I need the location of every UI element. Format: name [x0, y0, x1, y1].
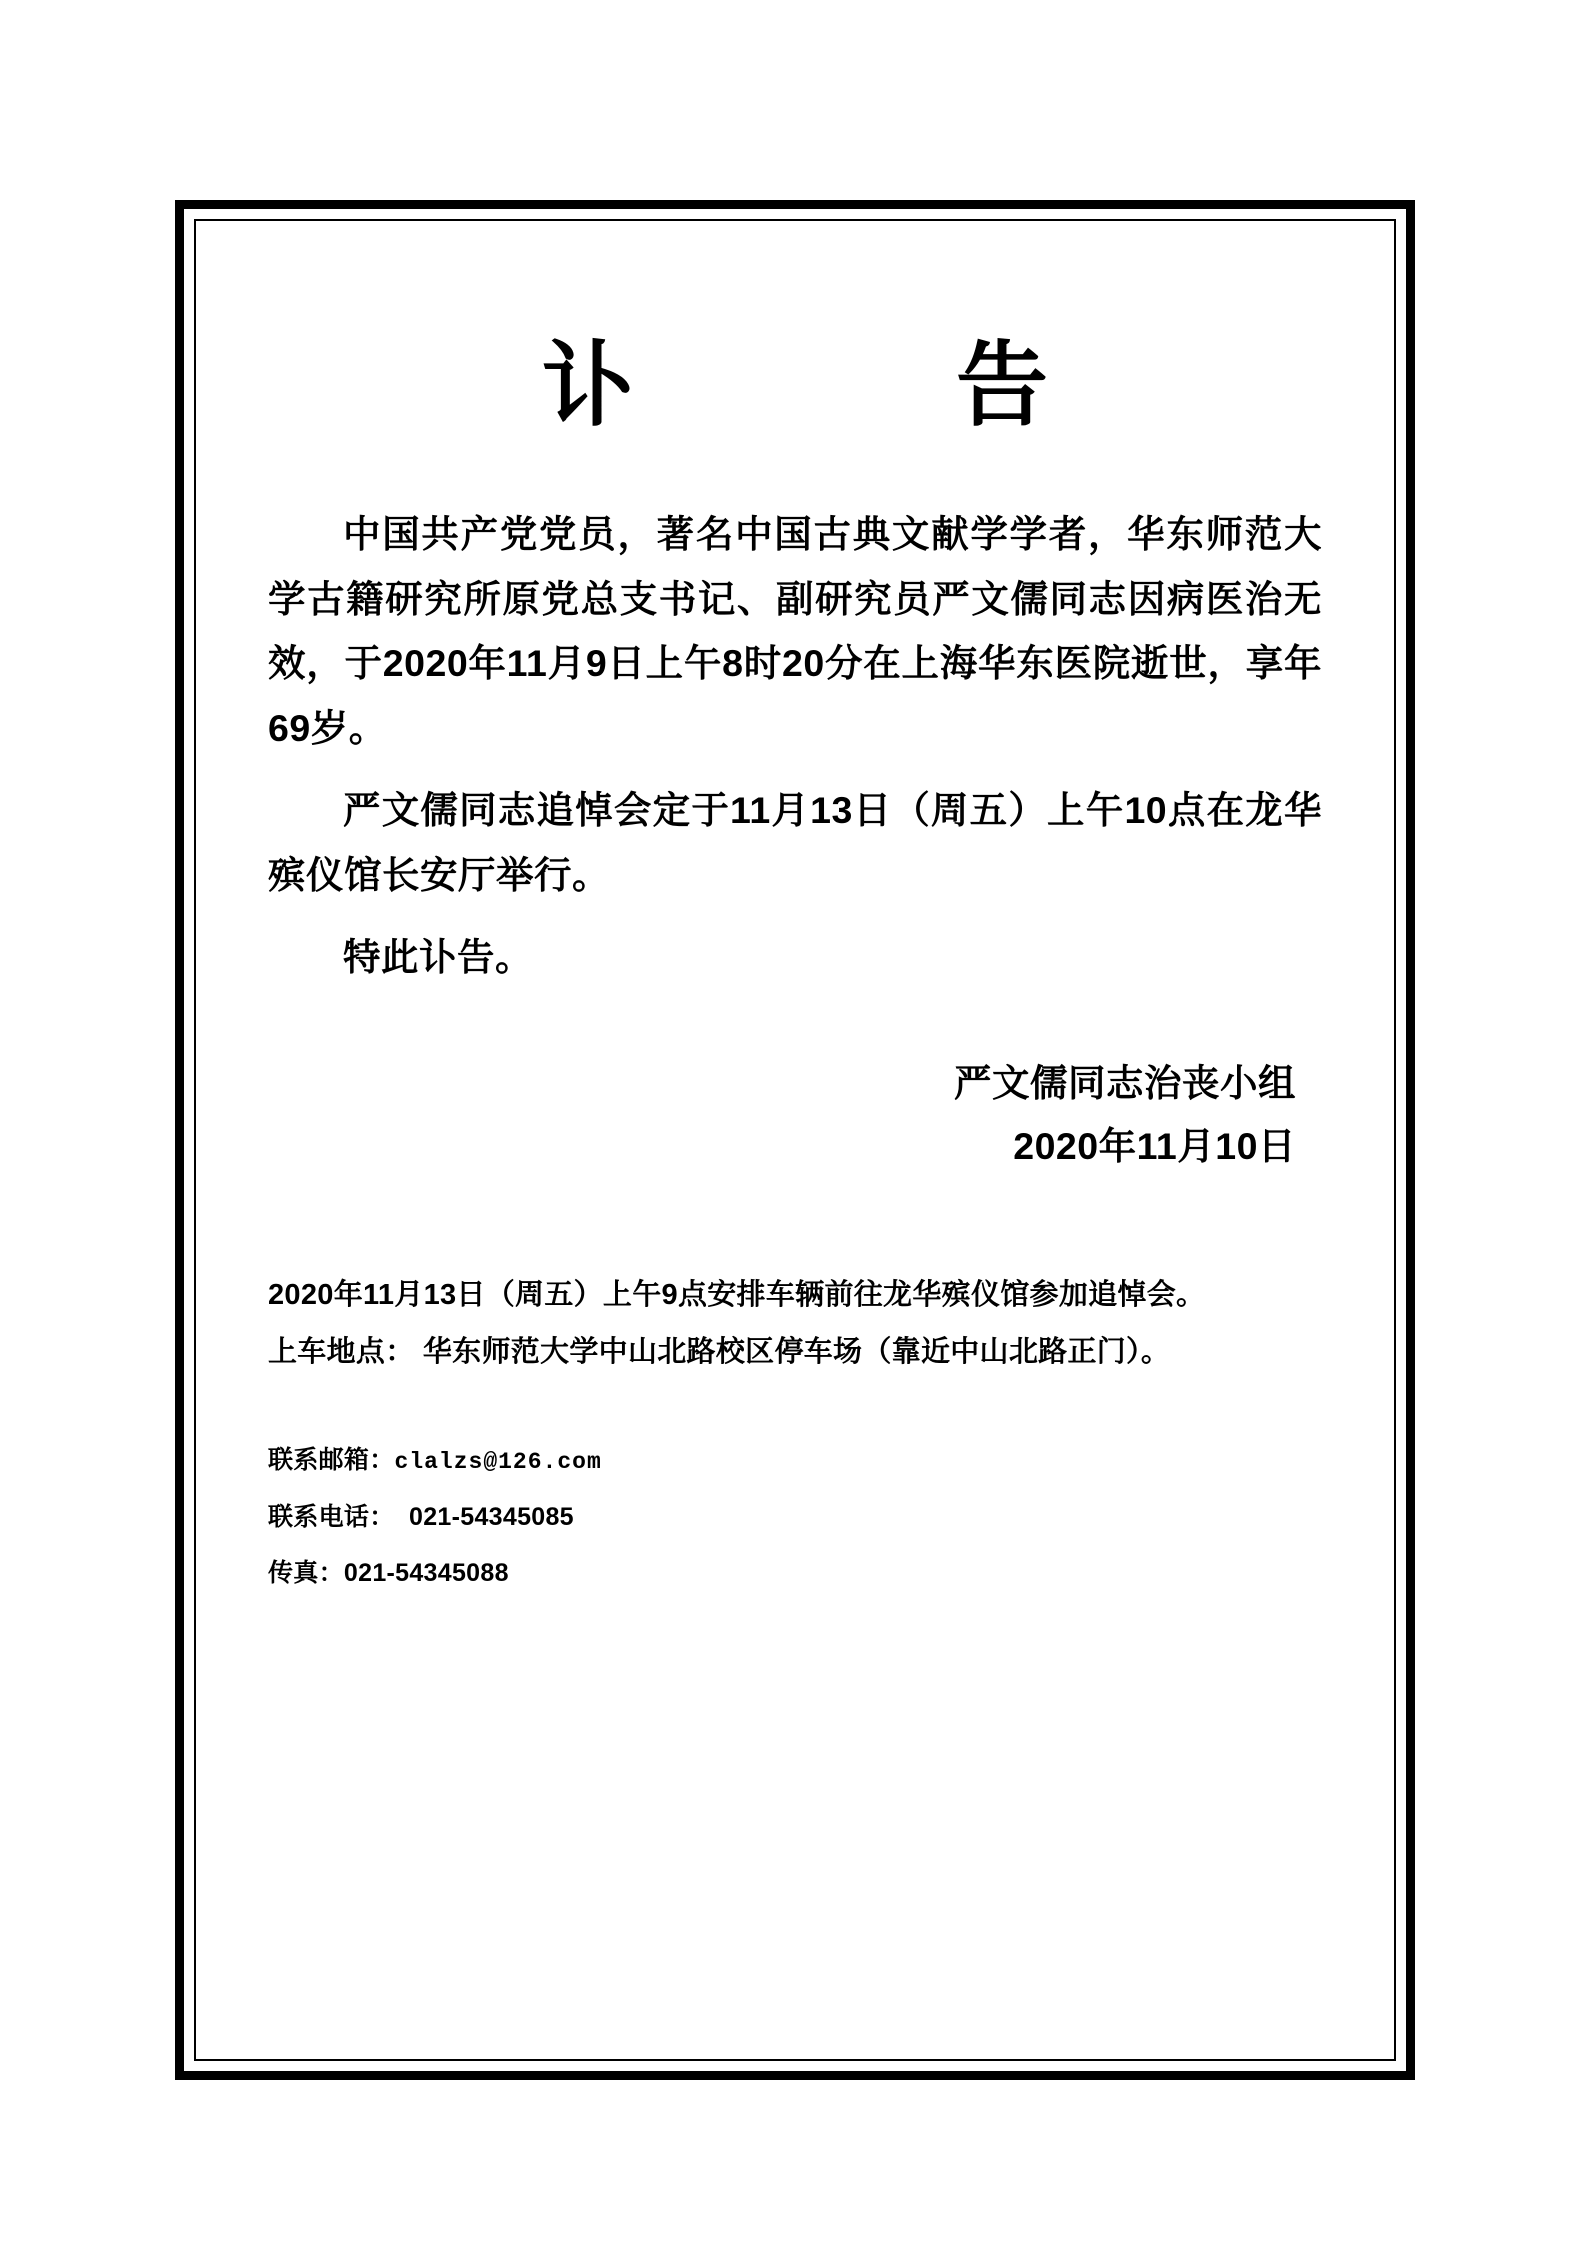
paragraph-closing: 特此讣告。 [343, 936, 533, 978]
notice-frame-outer [175, 200, 1415, 2080]
transport-notice-block [268, 1267, 1322, 1380]
contact-phone-value: 021-54345085 [409, 1502, 574, 1531]
contact-fax-value: 021-54345088 [343, 1559, 509, 1588]
contact-fax-row [268, 1545, 1322, 1601]
contact-fax-label: 传真： [268, 1559, 344, 1588]
paragraph-obituary: 中国共产党党员，著名中国古典文献学学者，华东师范大学古籍研究所原党总支书记、副研究员严文儒同志因病医治无效，于2020年11月9日上午8时20分在上海华东医院逝世，享年69岁。 [268, 513, 1322, 749]
contact-email-value: clalzs@126.com [394, 1449, 602, 1476]
contact-email-label: 联系邮箱： [268, 1446, 395, 1475]
page-title: 讣 告 [541, 335, 1094, 437]
contact-block [268, 1432, 1322, 1601]
transport-notice-line-1: 2020年11月13日（周五）上午9点安排车辆前往龙华殡仪馆参加追悼会。 [268, 1279, 1206, 1311]
contact-phone-label: 联系电话： [268, 1502, 395, 1531]
contact-email-row [268, 1432, 1322, 1489]
paragraph-memorial-service: 严文儒同志追悼会定于11月13日（周五）上午10点在龙华殡仪馆长安厅举行。 [268, 789, 1322, 896]
transport-notice-line-2: 上车地点： 华东师范大学中山北路校区停车场（靠近中山北路正门）。 [268, 1335, 1171, 1368]
signature-group: 严文儒同志治丧小组 [954, 1061, 1296, 1104]
notice-content [196, 221, 1394, 2059]
signature-date: 2020年11月10日 [1013, 1125, 1296, 1168]
notice-frame-inner [194, 219, 1396, 2061]
contact-phone-row [268, 1489, 1322, 1545]
signature-block [268, 1052, 1322, 1180]
